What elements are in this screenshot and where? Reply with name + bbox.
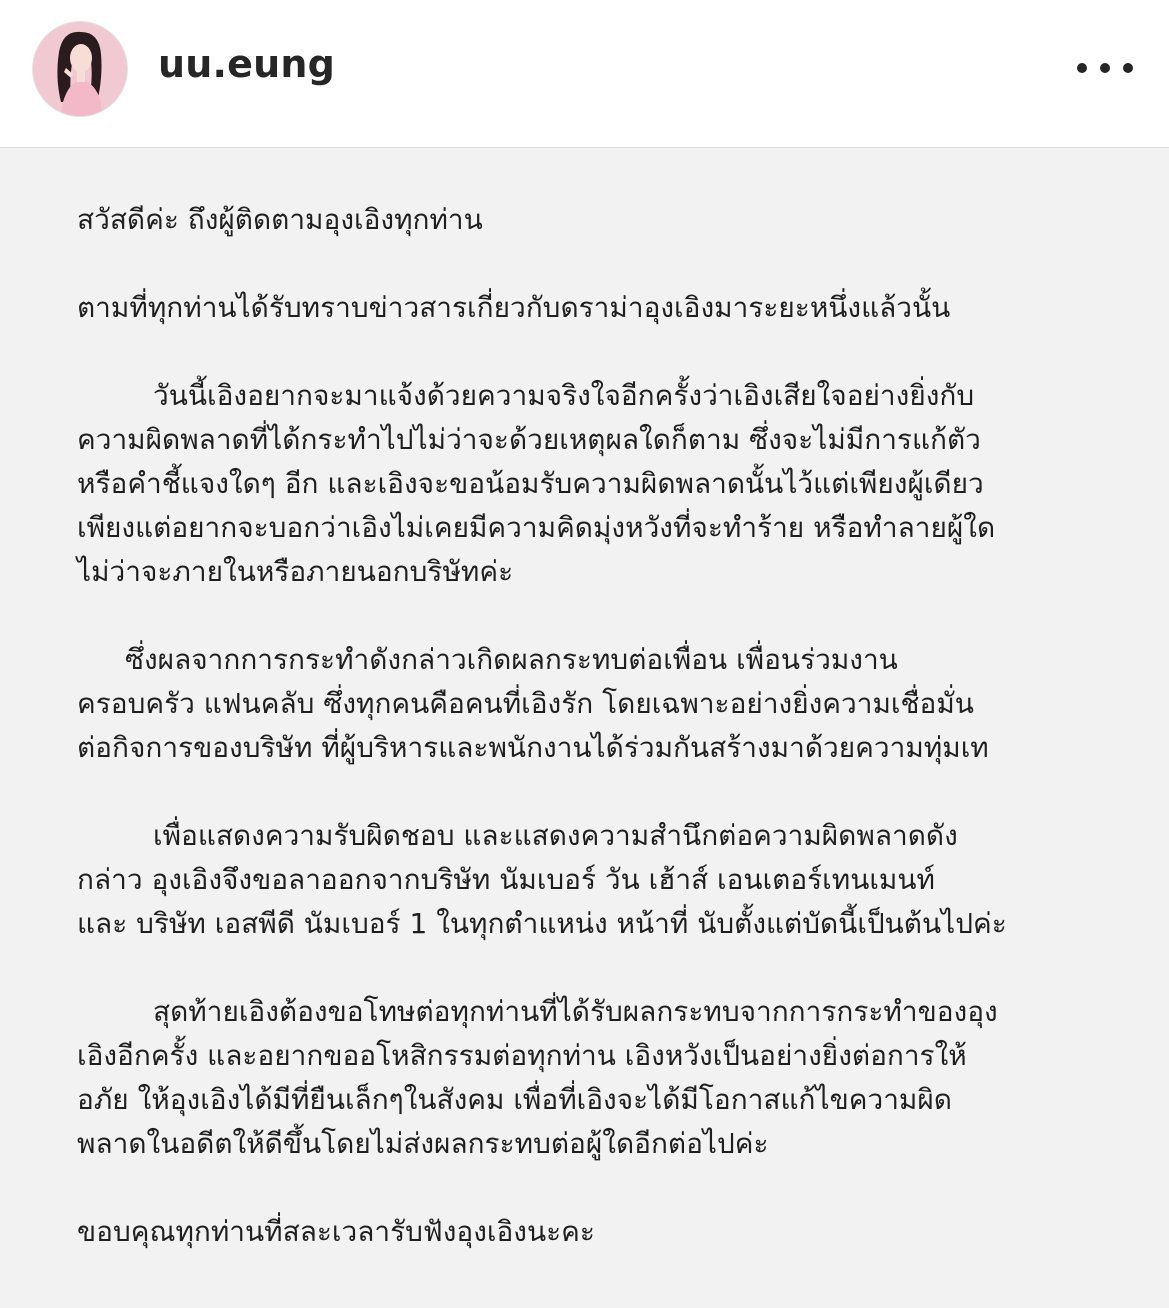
paragraph-4-line: สุดท้ายเอิงต้องขอโทษต่อทุกท่านที่ได้รับผลกระทบจากการกระทำของอุง: [153, 995, 998, 1028]
avatar-portrait-icon: [33, 22, 127, 116]
paragraph-2-line: ครอบครัว แฟนคลับ ซึ่งทุกคนคือคนที่เอิงรัก โดยเฉพาะอย่างยิ่งความเชื่อมั่น: [77, 687, 974, 720]
intro-line: ตามที่ทุกท่านได้รับทราบข่าวสารเกี่ยวกับดราม่าอุงเอิงมาระยะหนึ่งแล้วนั้น: [77, 291, 951, 324]
closing-line: ขอบคุณทุกท่านที่สละเวลารับฟังอุงเอิงนะคะ: [77, 1215, 595, 1248]
paragraph-4-line: อภัย ให้อุงเอิงได้มีที่ยืนเล็กๆในสังคม เพื่อที่เอิงจะได้มีโอกาสแก้ไขความผิด: [77, 1083, 952, 1116]
paragraph-2-line: ซึ่งผลจากการกระทำดังกล่าวเกิดผลกระทบต่อเพื่อน เพื่อนร่วมงาน: [125, 643, 898, 676]
post-image-body: [0, 148, 1169, 1308]
paragraph-2: [77, 638, 1137, 770]
profile-avatar[interactable]: [33, 22, 127, 116]
paragraph-4-line: พลาดในอดีตให้ดีขึ้นโดยไม่ส่งผลกระทบต่อผู้ใดอีกต่อไปค่ะ: [77, 1127, 769, 1160]
paragraph-1-line: ความผิดพลาดที่ได้กระทำไปไม่ว่าจะด้วยเหตุผลใดก็ตาม ซึ่งจะไม่มีการแก้ตัว: [77, 423, 981, 456]
post-text: [77, 198, 1137, 1254]
paragraph-1: [77, 374, 1137, 594]
more-options-button[interactable]: [1077, 52, 1133, 84]
greeting-line: สวัสดีค่ะ ถึงผู้ติดตามอุงเอิงทุกท่าน: [77, 203, 483, 236]
paragraph-1-line: วันนี้เอิงอยากจะมาแจ้งด้วยความจริงใจอีกครั้งว่าเอิงเสียใจอย่างยิ่งกับ: [153, 379, 975, 412]
paragraph-1-line: หรือคำชี้แจงใดๆ อีก และเอิงจะขอน้อมรับความผิดพลาดนั้นไว้แต่เพียงผู้เดียว: [77, 467, 984, 500]
paragraph-3-line: เพื่อแสดงความรับผิดชอบ และแสดงความสำนึกต่อความผิดพลาดดัง: [153, 819, 958, 852]
more-horizontal-icon: [1077, 63, 1087, 73]
post-header: [0, 0, 1169, 148]
paragraph-2-line: ต่อกิจการของบริษัท ที่ผู้บริหารและพนักงานได้ร่วมกันสร้างมาด้วยความทุ่มเท: [77, 731, 989, 764]
paragraph-1-line: เพียงแต่อยากจะบอกว่าเอิงไม่เคยมีความคิดมุ่งหวังที่จะทำร้าย หรือทำลายผู้ใด: [77, 511, 996, 544]
username[interactable]: uu.eung: [158, 42, 336, 86]
paragraph-3-line: กล่าว อุงเอิงจึงขอลาออกจากบริษัท นัมเบอร์ วัน เฮ้าส์ เอนเตอร์เทนเมนท์: [77, 863, 935, 896]
more-horizontal-icon-dot: [1123, 63, 1133, 73]
more-horizontal-icon-dot: [1100, 63, 1110, 73]
paragraph-3-line: และ บริษัท เอสพีดี นัมเบอร์ 1 ในทุกตำแหน่ง หน้าที่ นับตั้งแต่บัดนี้เป็นต้นไปค่ะ: [77, 907, 1007, 940]
paragraph-3: [77, 814, 1137, 946]
paragraph-1-line: ไม่ว่าจะภายในหรือภายนอกบริษัทค่ะ: [77, 555, 514, 588]
paragraph-4-line: เอิงอีกครั้ง และอยากขออโหสิกรรมต่อทุกท่าน เอิงหวังเป็นอย่างยิ่งต่อการให้: [77, 1039, 967, 1072]
paragraph-4: [77, 990, 1137, 1166]
